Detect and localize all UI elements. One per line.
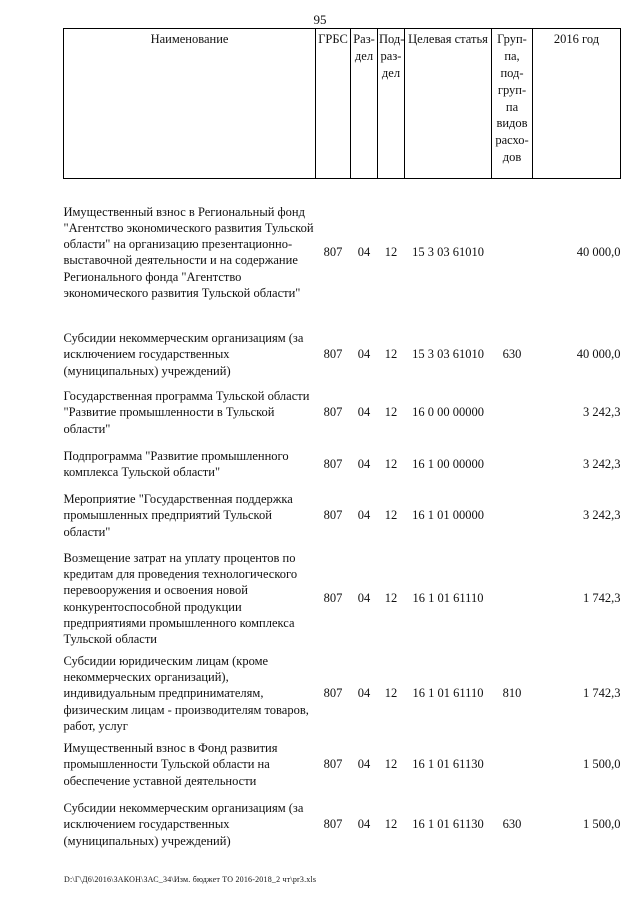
row-amount: 40 000,0 <box>576 347 621 362</box>
row-name: Субсидии некоммерческим организациям (за исключением государственных (муниципальных) учреждений) <box>63 331 304 378</box>
header-grbs: ГРБС <box>316 29 351 179</box>
row-grbs: 807 <box>323 686 343 701</box>
table-row <box>64 795 621 855</box>
row-razdel: 04 <box>357 591 371 606</box>
header-razdel: Раз-дел <box>351 29 378 179</box>
row-razdel: 04 <box>357 456 371 471</box>
row-group <box>492 384 533 442</box>
table-row <box>64 653 621 735</box>
row-amount: 1 742,3 <box>583 686 621 701</box>
row-podrazdel: 12 <box>384 347 398 362</box>
row-podrazdel: 12 <box>384 245 398 260</box>
header-name: Наименование <box>64 29 316 179</box>
row-name: Имущественный взнос в Фонд развития промышленности Тульской области на обеспечение уставной деятельности <box>63 741 278 788</box>
row-name: Мероприятие "Государственная поддержка промышленных предприятий Тульской области" <box>63 492 293 539</box>
header-target: Целевая статья <box>405 29 492 179</box>
row-name: Возмещение затрат на уплату процентов по кредитам для проведения технологического перевооружения и освоения новой конкурентоспособной продукции предприятиями промышленного комплекса Тульской области <box>63 550 298 646</box>
table-row <box>64 545 621 653</box>
row-razdel: 04 <box>357 405 371 420</box>
row-razdel: 04 <box>357 245 371 260</box>
row-name: Государственная программа Тульской области "Развитие промышленности в Тульской области" <box>63 389 310 436</box>
row-group <box>492 179 533 326</box>
row-razdel: 04 <box>357 508 371 523</box>
row-name: Субсидии юридическим лицам (кроме некоммерческих организаций), индивидуальным предпринимателям, физическим лицам - производителям товаров, работ, услуг <box>63 653 309 733</box>
row-group <box>492 487 533 545</box>
row-amount: 1 500,0 <box>583 757 621 772</box>
table-header-row <box>64 29 621 179</box>
row-group: 630 <box>502 817 522 832</box>
table-row <box>64 442 621 487</box>
row-target: 16 1 01 61110 <box>412 591 484 606</box>
table-row <box>64 179 621 326</box>
header-podrazdel: Под-раз-дел <box>378 29 405 179</box>
row-target: 16 0 00 00000 <box>412 405 484 420</box>
row-group <box>492 442 533 487</box>
page-number: 95 <box>313 12 327 27</box>
row-grbs: 807 <box>323 508 343 523</box>
table-row <box>64 384 621 442</box>
row-grbs: 807 <box>323 817 343 832</box>
row-razdel: 04 <box>357 757 371 772</box>
row-target: 16 1 01 61130 <box>412 757 484 772</box>
row-target: 15 3 03 61010 <box>412 347 484 362</box>
row-grbs: 807 <box>323 591 343 606</box>
row-razdel: 04 <box>357 347 371 362</box>
row-grbs: 807 <box>323 757 343 772</box>
table-row <box>64 326 621 384</box>
table-row <box>64 487 621 545</box>
row-podrazdel: 12 <box>384 817 398 832</box>
row-group <box>492 545 533 653</box>
row-razdel: 04 <box>357 686 371 701</box>
row-razdel: 04 <box>357 817 371 832</box>
row-target: 16 1 00 00000 <box>412 456 484 471</box>
row-amount: 1 742,3 <box>583 591 621 606</box>
header-year: 2016 год <box>533 29 621 179</box>
row-amount: 3 242,3 <box>583 405 621 420</box>
row-podrazdel: 12 <box>384 456 398 471</box>
row-target: 15 3 03 61010 <box>412 245 484 260</box>
row-grbs: 807 <box>323 245 343 260</box>
row-podrazdel: 12 <box>384 757 398 772</box>
row-amount: 40 000,0 <box>576 245 621 260</box>
row-target: 16 1 01 61130 <box>412 817 484 832</box>
header-group: Груп-па, под-груп-па видов расхо-дов <box>492 29 533 179</box>
budget-table <box>63 28 621 855</box>
row-podrazdel: 12 <box>384 405 398 420</box>
row-podrazdel: 12 <box>384 508 398 523</box>
row-amount: 1 500,0 <box>583 817 621 832</box>
row-name: Подпрограмма "Развитие промышленного комплекса Тульской области" <box>63 448 289 479</box>
row-grbs: 807 <box>323 456 343 471</box>
table-row <box>64 735 621 795</box>
row-target: 16 1 01 00000 <box>412 508 484 523</box>
row-group: 810 <box>502 686 522 701</box>
file-path-footer: D:\Г\Д6\2016\ЗАКОН\ЗАС_34\Изм. бюджет ТО 2016-2018_2 чт\pr3.xls <box>64 875 317 884</box>
row-podrazdel: 12 <box>384 591 398 606</box>
row-amount: 3 242,3 <box>583 508 621 523</box>
row-podrazdel: 12 <box>384 686 398 701</box>
row-amount: 3 242,3 <box>583 456 621 471</box>
row-target: 16 1 01 61110 <box>412 686 484 701</box>
row-name: Имущественный взнос в Региональный фонд "Агентство экономического развития Тульской области" на организацию презентационно-выставочной деятельности и на содержание Регионального фонда "Агентство экономического развития Тульской области" <box>63 204 314 300</box>
row-group: 630 <box>502 347 522 362</box>
row-name: Субсидии некоммерческим организациям (за исключением государственных (муниципальных) учреждений) <box>63 801 304 848</box>
row-grbs: 807 <box>323 347 343 362</box>
row-group <box>492 735 533 795</box>
row-grbs: 807 <box>323 405 343 420</box>
